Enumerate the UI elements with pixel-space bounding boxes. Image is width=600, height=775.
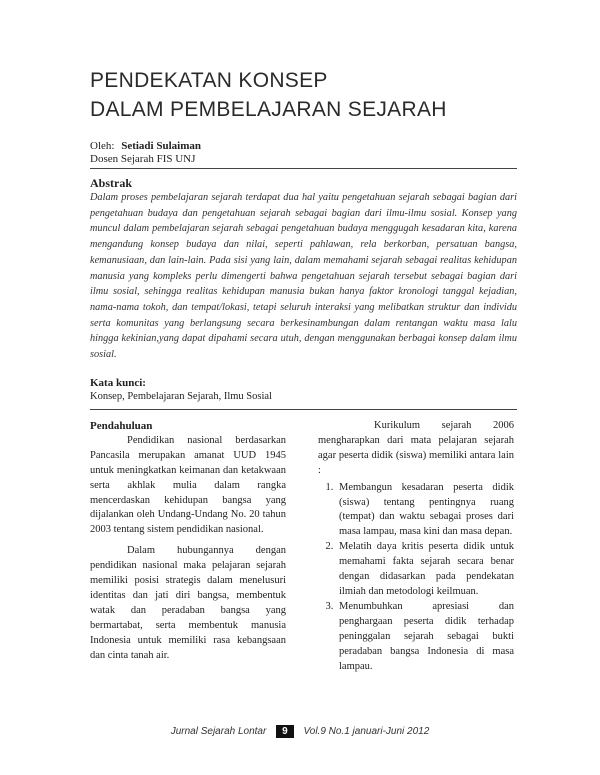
section-heading-pendahuluan: Pendahuluan xyxy=(90,420,153,432)
objectives-list xyxy=(318,481,514,675)
author-block xyxy=(90,140,201,166)
author-label: Oleh: xyxy=(90,140,115,152)
keywords-text: Konsep, Pembelajaran Sejarah, Ilmu Sosial xyxy=(90,391,272,402)
author-affiliation: Dosen Sejarah FIS UNJ xyxy=(90,153,196,165)
header-divider xyxy=(90,168,517,169)
intro-paragraph-1: Pendidikan nasional berdasarkan Pancasila merupakan amanat UUD 1945 untuk meningkatkan keimanan dan ketakwaan serta akhlak mulia dalam rangka mencerdaskan kehidupan bangsa yang dijalankan oleh Undang-Undang No. 20 tahun 2003 tentang sistem pendidikan nasional. xyxy=(90,434,286,536)
page-number: 9 xyxy=(276,725,294,738)
journal-name: Jurnal Sejarah Lontar xyxy=(170,726,267,737)
title-line-2: DALAM PEMBELAJARAN SEJARAH xyxy=(90,98,447,121)
keywords-divider xyxy=(90,409,517,410)
right-column xyxy=(318,419,514,674)
left-column xyxy=(90,419,286,664)
objective-item-1: 1. Membangun kesadaran peserta didik (siswa) tentang pentingnya ruang (tempat) dan waktu sebagai proses dari masa lampau, masa kini dan masa depan. xyxy=(336,481,514,541)
title-line-1: PENDEKATAN KONSEP xyxy=(90,69,328,92)
abstract-heading: Abstrak xyxy=(90,176,133,190)
author-name: Setiadi Sulaiman xyxy=(121,140,201,152)
issue-info: Vol.9 No.1 januari-Juni 2012 xyxy=(303,726,430,737)
objective-item-3: 3. Menumbuhkan apresiasi dan penghargaan peserta didik terhadap peninggalan sejarah sebagai bukti peradaban bangsa Indonesia di masa lampau. xyxy=(336,600,514,675)
keywords-heading: Kata kunci: xyxy=(90,377,146,389)
curriculum-paragraph: Kurikulum sejarah 2006 mengharapkan dari mata pelajaran sejarah agar peserta didik (siswa) memiliki antara lain : xyxy=(318,420,514,476)
intro-paragraph-2: Dalam hubungannya dengan pendidikan nasional maka pelajaran sejarah memiliki posisi strategis dalam menelusuri identitas dan jati diri bangsa, membentuk watak dan peradaban bangsa yang bermartabat, serta membentuk manusia Indonesia untuk memiliki rasa kebangsaan dan cinta tanah air. xyxy=(90,545,286,661)
article-title xyxy=(90,66,530,124)
abstract-text: Dalam proses pembelajaran sejarah terdapat dua hal yaitu pengetahuan sejarah sebagai bagian dari pengetahuan budaya dan pengetahuan sejarah sebagai bagian dari ilmu-ilmu sosial. Konsep yang muncul dalam pembelajaran sejarah sebagai pengetahuan budaya menggugah kesadaran kita, karena mengandung konsep budaya dan nilai, seperti pahlawan, rela berkorban, persatuan bangsa, kemanusiaan, dan lain-lain. Pada sisi yang lain, dalam memahami sejarah sebagai realitas kehidupan manusia yang kompleks perlu dimengerti bahwa pengetahuan sejarah tersebut sebagai bagian dari ilmu sosial, sehingga realitas kehidupan manusia bukan hanya faktor kronologi tanggal kejadian, nama-nama tokoh, dan tempat/lokasi, tetapi seluruh interaksi yang melibatkan struktur dan individu serta komunitas yang berlangsung secara berkesinambungan dalam rentangan waktu masa lalu hingga kekinian,yang dapat dipahami secara utuh, dengan menggunakan berbagai konsep dalam ilmu sosial. xyxy=(90,192,517,361)
page-footer xyxy=(0,725,600,738)
objective-item-2: 2. Melatih daya kritis peserta didik untuk memahami fakta sejarah secara benar dengan didasarkan pada pendekatan ilmiah dan metodologi keilmuan. xyxy=(336,540,514,600)
